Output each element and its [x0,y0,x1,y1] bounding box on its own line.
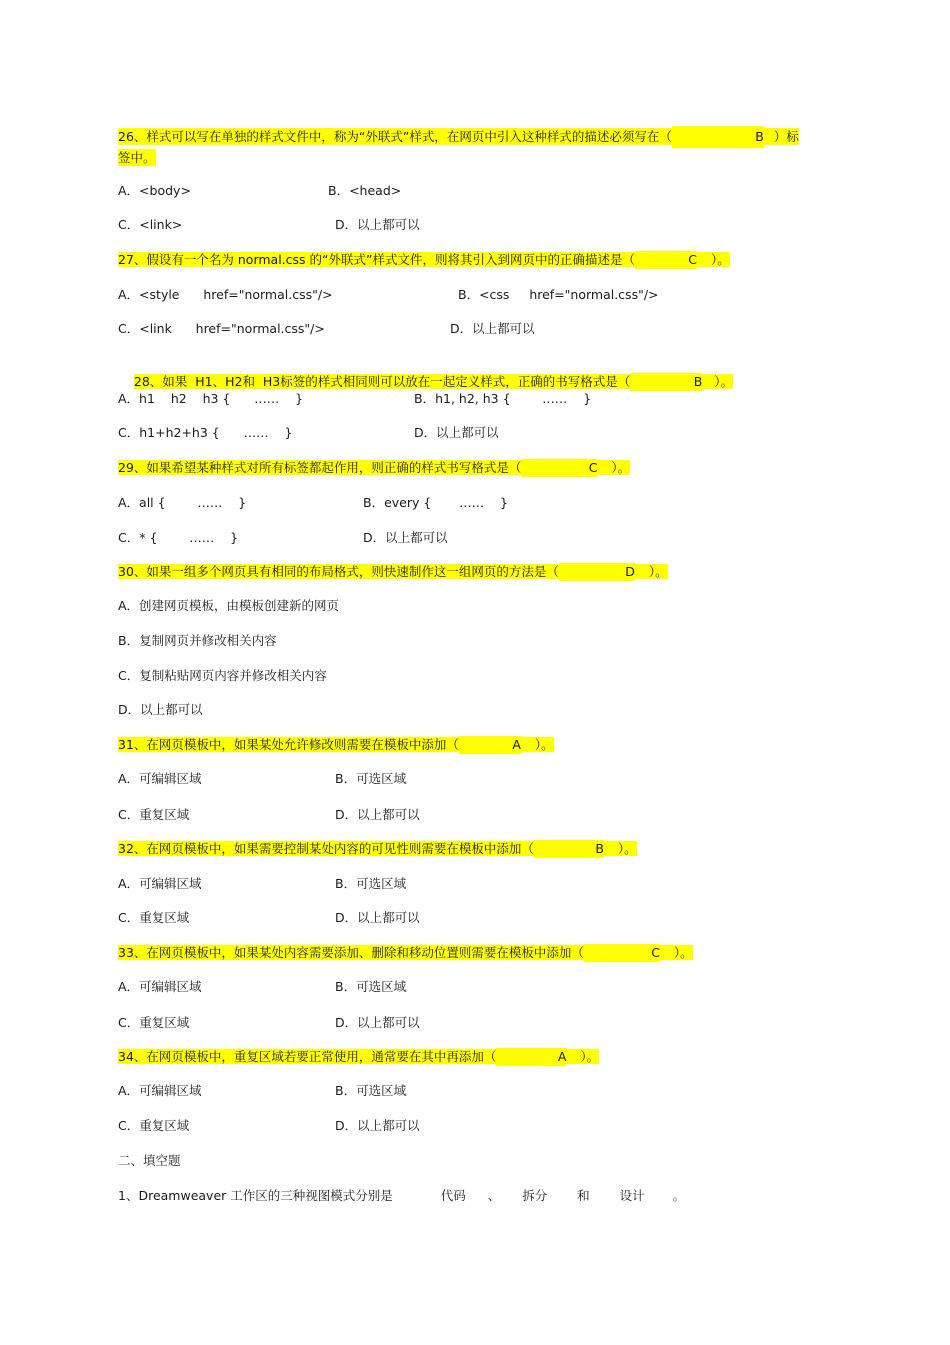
q29-option-a: A．all { …… } [118,495,247,510]
question-30-answer: D [559,563,635,581]
q32-option-b: B．可选区域 [335,876,407,891]
question-30 [118,563,668,581]
question-33-answer: C [584,944,660,962]
question-33-end: ）。 [660,945,693,960]
question-34-text: 34、在网页模板中，重复区域若要正常使用，通常要在其中再添加（ [118,1049,497,1064]
fill-1-answer-2: 拆分 [522,1188,548,1203]
question-33-text: 33、在网页模板中，如果某处内容需要添加、删除和移动位置则需要在模板中添加（ [118,945,584,960]
question-29-text: 29、如果希望某种样式对所有标签都起作用，则正确的样式书写格式是（ [118,460,522,475]
q32-option-c: C．重复区域 [118,910,190,925]
question-31-answer: A [459,736,521,754]
q31-option-b: B．可选区域 [335,771,407,786]
fill-1-sep-1: 、 [487,1188,501,1203]
fill-question-1 [118,1187,685,1205]
q30-option-d: D．以上都可以 [118,702,203,717]
q33-option-a: A．可编辑区域 [118,979,202,994]
question-28-answer: B [630,373,702,391]
question-30-text: 30、如果一组多个网页具有相同的布局格式，则快速制作这一组网页的方法是（ [118,564,559,579]
question-27-answer: C [635,251,697,269]
q31-option-c: C．重复区域 [118,807,190,822]
q34-option-d: D．以上都可以 [335,1118,420,1133]
question-27-text: 27、假设有一个名为 normal.css 的“外联式”样式文件，则将其引入到网页中的正确描述是（ [118,252,635,267]
q31-option-d: D．以上都可以 [335,807,420,822]
q30-option-b: B．复制网页并修改相关内容 [118,633,277,648]
q34-option-b: B．可选区域 [335,1083,407,1098]
question-32-end: ）。 [604,841,637,856]
question-26-end2: 签中。 [118,150,156,165]
question-27-end: ）。 [697,252,730,267]
q26-option-d: D．以上都可以 [335,217,420,232]
q27-option-a: A．<style href="normal.css"/> [118,287,333,302]
question-32 [118,840,637,858]
q33-option-d: D．以上都可以 [335,1015,420,1030]
question-33 [118,944,693,962]
question-29-answer: C [521,459,597,477]
question-34-answer: A [496,1048,566,1066]
question-28-text: 28、如果 H1、H2和 H3标签的样式相同则可以放在一起定义样式，正确的书写格式是（ [133,374,631,389]
q32-option-d: D．以上都可以 [335,910,420,925]
question-26 [118,126,830,168]
fill-1-prefix: 1、Dreamweaver 工作区的三种视图模式分别是 [118,1188,393,1203]
q33-option-c: C．重复区域 [118,1015,190,1030]
q28-option-c: C．h1+h2+h3 { …… } [118,425,293,440]
q27-option-b: B．<css href="normal.css"/> [458,287,659,302]
q34-option-c: C．重复区域 [118,1118,190,1133]
section-heading-fill-in: 二、填空题 [118,1153,181,1168]
q26-option-a: A．<body> [118,183,191,198]
question-29-end: ）。 [597,460,630,475]
question-30-end: ）。 [635,564,668,579]
q28-option-d: D．以上都可以 [414,425,499,440]
question-26-end: ）标 [764,128,799,145]
question-26-answer: B [672,126,764,148]
q27-option-d: D．以上都可以 [450,321,535,336]
q26-option-c: C．<link> [118,217,183,232]
q28-option-b: B．h1, h2, h3 { …… } [414,391,592,406]
question-31-text: 31、在网页模板中，如果某处允许修改则需要在模板中添加（ [118,737,459,752]
q34-option-a: A．可编辑区域 [118,1083,202,1098]
fill-1-answer-1: 代码 [440,1188,466,1203]
q29-option-b: B．every { …… } [363,495,508,510]
question-31 [118,736,554,754]
question-28-end: ）。 [702,374,733,389]
q27-option-c: C．<link href="normal.css"/> [118,321,325,336]
q29-option-c: C．* { …… } [118,530,239,545]
q30-option-a: A．创建网页模板，由模板创建新的网页 [118,598,340,613]
q32-option-a: A．可编辑区域 [118,876,202,891]
q31-option-a: A．可编辑区域 [118,771,202,786]
fill-1-end: 。 [672,1188,686,1203]
q30-option-c: C．复制粘贴网页内容并修改相关内容 [118,668,327,683]
q29-option-d: D．以上都可以 [363,530,448,545]
question-31-end: ）。 [521,737,554,752]
fill-1-sep-2: 和 [577,1188,590,1203]
question-32-answer: B [534,840,604,858]
question-27 [118,251,730,269]
q33-option-b: B．可选区域 [335,979,407,994]
q28-option-a: A．h1 h2 h3 { …… } [118,391,304,406]
question-26-text: 26、样式可以写在单独的样式文件中，称为“外联式”样式，在网页中引入这种样式的描述必须写在（ [118,129,672,144]
question-32-text: 32、在网页模板中，如果需要控制某处内容的可见性则需要在模板中添加（ [118,841,534,856]
fill-1-answer-3: 设计 [619,1188,645,1203]
question-34 [118,1048,599,1066]
question-29 [118,459,630,477]
q26-option-b: B．<head> [328,183,402,198]
question-34-end: ）。 [566,1049,599,1064]
